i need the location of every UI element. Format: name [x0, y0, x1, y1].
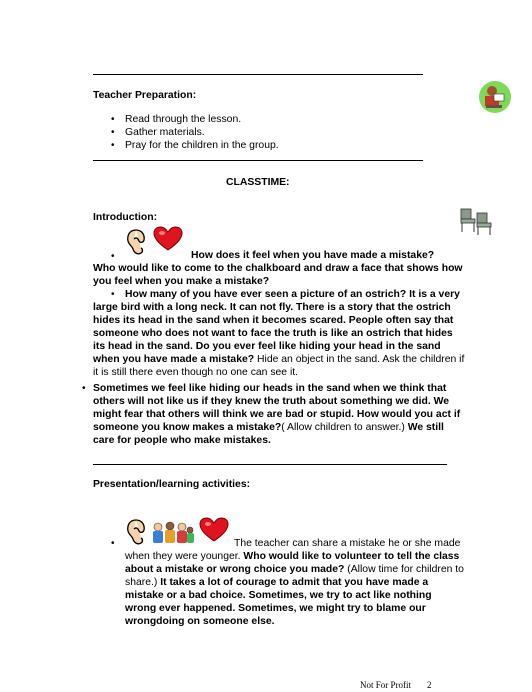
top-rule [93, 74, 423, 75]
presentation-line: wrong ever happened. Sometimes, we might try to blame our [125, 603, 426, 614]
ostrich-para-line: hides its head in the sand when it becomes scared. People often say that [93, 315, 454, 326]
intro-rule [93, 464, 447, 465]
hiding-para-line: others will not like us if they knew the truth about something we did. We [93, 396, 450, 407]
reading-child-icon [476, 80, 514, 114]
prep-rule [93, 160, 423, 161]
introduction-heading: Introduction: [93, 212, 158, 223]
ostrich-para-line: when you have made a mistake? Hide an object in the sand. Ask the children if [93, 354, 465, 365]
hiding-para-line: someone you know makes a mistake?( Allow children to answer.) We still [93, 422, 444, 433]
presentation-line: about a mistake or wrong choice you made? (Allow time for children to [125, 564, 464, 575]
presentation-line: share.) It takes a lot of courage to admit that you have made a [125, 577, 429, 588]
hiding-para-line: might fear that others will think we are bad or stupid. How would you act if [93, 409, 461, 420]
prep-bullet: • [111, 140, 115, 151]
ostrich-para-line: How many of you have ever seen a picture of an ostrich? It is a very [125, 289, 460, 300]
intro-bullet: • [111, 251, 115, 262]
ear-icon [125, 518, 147, 546]
intro-question-line: Who would like to come to the chalkboard and draw a face that shows how [93, 263, 463, 274]
prep-item: Pray for the children in the group. [125, 140, 279, 151]
intro-question-line: How does it feel when you have made a mistake? [191, 250, 435, 261]
presentation-line: wrongdoing on someone else. [125, 616, 275, 627]
presentation-line: mistake or a bad choice. Sometimes, we try to act like nothing [125, 590, 432, 601]
footer-label: Not For Profit [360, 680, 412, 690]
ostrich-para-line: large bird with a long neck. It can not fly. There is a story that the ostrich [93, 302, 451, 313]
prep-bullet: • [111, 127, 115, 138]
classroom-chairs-icon [458, 205, 494, 235]
classtime-heading: CLASSTIME: [226, 177, 290, 188]
ostrich-para-line: it is still there even though no one can see it. [93, 367, 299, 378]
ear-icon [125, 228, 147, 256]
intro-question-line: you feel when you make a mistake? [93, 276, 270, 287]
intro-bullet: • [82, 383, 86, 394]
prep-item: Gather materials. [125, 127, 205, 138]
heart-icon [153, 226, 183, 252]
presentation-heading: Presentation/learning activities: [93, 479, 251, 490]
ostrich-para-line: its head in the sand. Do you ever feel like hiding your head in the sand [93, 341, 441, 352]
hiding-para-line: care for people who make mistakes. [93, 435, 271, 446]
prep-item: Read through the lesson. [125, 114, 242, 125]
ostrich-para-line: someone who does not want to face the truth is like an ostrich that hides [93, 328, 453, 339]
page-number: 2 [427, 680, 432, 690]
prep-bullet: • [111, 114, 115, 125]
presentation-line: The teacher can share a mistake he or she made [234, 538, 461, 549]
children-group-icon [150, 520, 194, 546]
hiding-para-line: Sometimes we feel like hiding our heads in the sand when we think that [93, 383, 447, 394]
presentation-line: when they were younger. Who would like to volunteer to tell the class [125, 551, 460, 562]
intro-bullet: • [111, 289, 115, 300]
presentation-bullet: • [111, 538, 115, 549]
heart-icon [199, 517, 229, 543]
teacher-preparation-heading: Teacher Preparation: [93, 90, 197, 101]
